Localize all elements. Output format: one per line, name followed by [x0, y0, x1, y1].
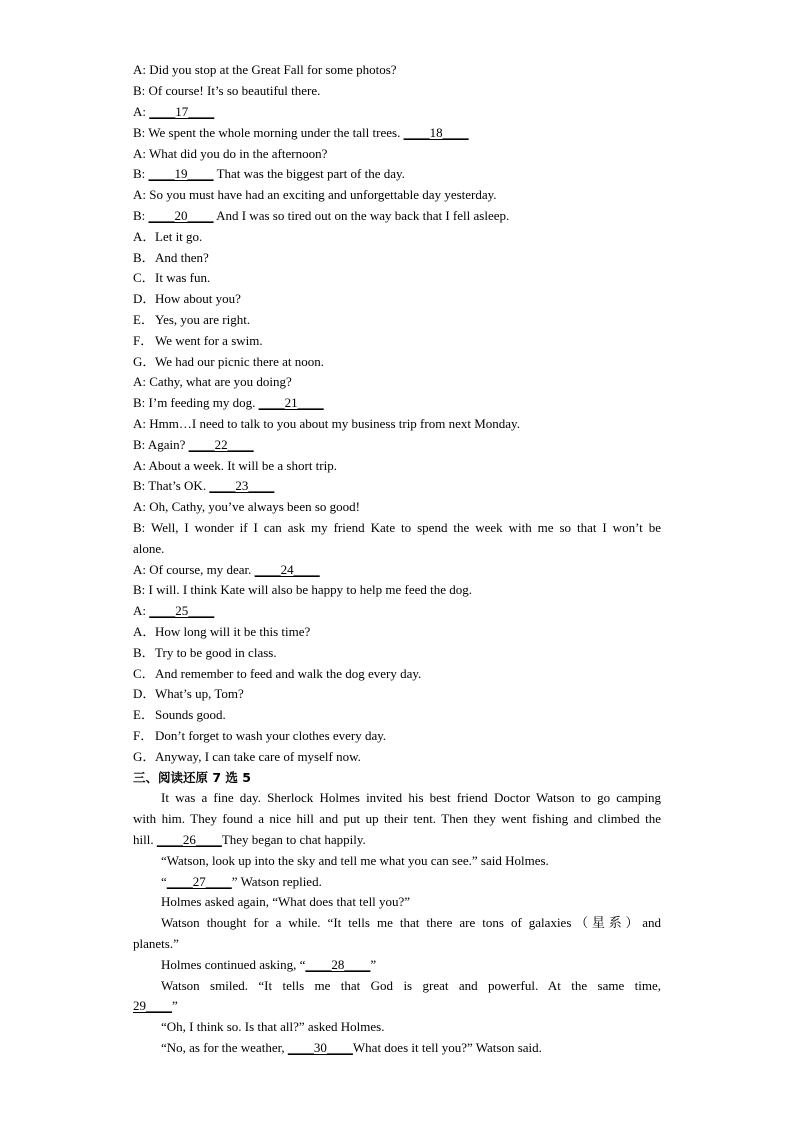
line-text: B: We spent the whole morning under the tall trees.: [133, 125, 401, 140]
dialogue2-line: [133, 601, 661, 622]
dialogue2-line: [133, 476, 661, 497]
line-text: B: That’s OK.: [133, 478, 207, 493]
option-item: [133, 352, 661, 373]
option-item: [133, 684, 661, 705]
answer-blank-17[interactable]: ____17____: [149, 104, 215, 119]
answer-blank-29[interactable]: 29____: [133, 998, 172, 1013]
dialogue2-line: [133, 435, 661, 456]
option-item: [133, 268, 661, 289]
line-text: B: I’m feeding my dog.: [133, 395, 256, 410]
answer-blank-28[interactable]: ____28____: [305, 957, 371, 972]
dialogue2-line: A: Oh, Cathy, you’ve always been so good!: [133, 499, 360, 514]
passage-line: It was a fine day. Sherlock Holmes invited his best friend Doctor Watson to go camping: [161, 790, 661, 805]
option-item: [133, 289, 661, 310]
option-text: Anyway, I can take care of myself now.: [155, 749, 361, 764]
line-text: ” Watson replied.: [231, 874, 322, 889]
answer-blank-18[interactable]: ____18____: [403, 125, 469, 140]
passage-line: “Oh, I think so. Is that all?” asked Holmes.: [161, 1019, 385, 1034]
option-text: Yes, you are right.: [155, 312, 251, 327]
dialogue2-line: B: Well, I wonder if I can ask my friend Kate to spend the week with me so that I won’t be: [133, 520, 661, 535]
answer-blank-23[interactable]: ____23____: [209, 478, 275, 493]
passage-line: Watson smiled. “It tells me that God is great and powerful. At the same time,: [161, 978, 661, 993]
option-item: [133, 622, 661, 643]
option-text: It was fun.: [155, 270, 211, 285]
option-text: And then?: [155, 250, 209, 265]
option-letter: G．: [133, 354, 156, 369]
dialogue2-line: A: Hmm…I need to talk to you about my business trip from next Monday.: [133, 416, 520, 431]
option-item: [133, 726, 661, 747]
answer-blank-21[interactable]: ____21____: [258, 395, 324, 410]
passage-line: “Watson, look up into the sky and tell me what you can see.” said Holmes.: [161, 853, 549, 868]
dialogue1-line: [133, 102, 661, 123]
option-item: [133, 331, 661, 352]
dialogue2-line: [133, 393, 661, 414]
answer-blank-22[interactable]: ____22____: [188, 437, 254, 452]
speaker-label: A:: [133, 104, 146, 119]
line-text: Holmes continued asking, “: [161, 957, 306, 972]
line-text: hill.: [133, 832, 154, 847]
option-letter: B．: [133, 645, 155, 660]
option-item: [133, 248, 661, 269]
dialogue1-line: [133, 123, 661, 144]
option-item: [133, 705, 661, 726]
option-item: [133, 310, 661, 331]
option-letter: F．: [133, 333, 154, 348]
answer-blank-20[interactable]: ____20____: [148, 208, 214, 223]
option-letter: F．: [133, 728, 154, 743]
passage-line: [133, 872, 689, 893]
section-heading: 三、阅读还原 7 选 5: [133, 770, 251, 785]
dialogue1-line: A: What did you do in the afternoon?: [133, 146, 328, 161]
option-item: [133, 643, 661, 664]
line-text: And I was so tired out on the way back that I fell asleep.: [216, 208, 510, 223]
answer-blank-26[interactable]: ____26____: [156, 832, 222, 847]
answer-blank-30[interactable]: ____30____: [287, 1040, 353, 1055]
speaker-label: B:: [133, 208, 146, 223]
passage-line: Watson thought for a while. “It tells me that there are tons of galaxies（星系）and: [161, 915, 661, 930]
dialogue2-line: B: I will. I think Kate will also be happy to help me feed the dog.: [133, 582, 473, 597]
dialogue1-line: [133, 164, 661, 185]
option-text: Don’t forget to wash your clothes every day.: [155, 728, 387, 743]
dialogue1-line: [133, 206, 661, 227]
option-text: Let it go.: [155, 229, 203, 244]
line-text: “No, as for the weather,: [161, 1040, 285, 1055]
line-text: B: Again?: [133, 437, 186, 452]
passage-line: planets.”: [133, 936, 179, 951]
option-letter: A．: [133, 229, 156, 244]
line-text: They began to chat happily.: [221, 832, 366, 847]
passage-line: [133, 830, 661, 851]
line-text: ”: [172, 998, 178, 1013]
option-letter: C．: [133, 666, 155, 681]
dialogue2-line: [133, 560, 661, 581]
option-text: We went for a swim.: [155, 333, 263, 348]
line-text: That was the biggest part of the day.: [216, 166, 405, 181]
option-letter: A．: [133, 624, 156, 639]
option-letter: G．: [133, 749, 156, 764]
passage-line: [133, 955, 689, 976]
line-text: A: Of course, my dear.: [133, 562, 252, 577]
line-text: What does it tell you?” Watson said.: [352, 1040, 542, 1055]
option-letter: B．: [133, 250, 155, 265]
option-text: What’s up, Tom?: [155, 686, 244, 701]
option-item: [133, 664, 661, 685]
speaker-label: A:: [133, 603, 146, 618]
dialogue1-line: A: Did you stop at the Great Fall for some photos?: [133, 62, 397, 77]
option-letter: C．: [133, 270, 155, 285]
option-letter: D．: [133, 291, 156, 306]
line-text: ”: [370, 957, 377, 972]
passage-line: [133, 1038, 689, 1059]
option-text: And remember to feed and walk the dog every day.: [155, 666, 422, 681]
answer-blank-27[interactable]: ____27____: [166, 874, 232, 889]
speaker-label: B:: [133, 166, 146, 181]
line-text: “: [161, 874, 167, 889]
passage-line: with him. They found a nice hill and put up their tent. Then they went fishing and climbed the: [133, 811, 661, 826]
dialogue1-line: A: So you must have had an exciting and unforgettable day yesterday.: [133, 187, 497, 202]
option-item: [133, 227, 661, 248]
dialogue2-line: alone.: [133, 541, 165, 556]
answer-blank-25[interactable]: ____25____: [149, 603, 215, 618]
passage-line: Holmes asked again, “What does that tell you?”: [161, 894, 411, 909]
passage-line: [133, 996, 661, 1017]
answer-blank-24[interactable]: ____24____: [254, 562, 320, 577]
option-text: We had our picnic there at noon.: [155, 354, 324, 369]
option-text: Try to be good in class.: [155, 645, 277, 660]
dialogue1-line: B: Of course! It’s so beautiful there.: [133, 83, 321, 98]
option-letter: D．: [133, 686, 156, 701]
option-letter: E．: [133, 707, 154, 722]
dialogue2-line: A: Cathy, what are you doing?: [133, 374, 292, 389]
option-letter: E．: [133, 312, 154, 327]
option-text: How long will it be this time?: [155, 624, 311, 639]
option-item: [133, 747, 661, 768]
dialogue2-line: A: About a week. It will be a short trip.: [133, 458, 337, 473]
answer-blank-19[interactable]: ____19____: [148, 166, 214, 181]
option-text: Sounds good.: [155, 707, 226, 722]
option-text: How about you?: [155, 291, 241, 306]
